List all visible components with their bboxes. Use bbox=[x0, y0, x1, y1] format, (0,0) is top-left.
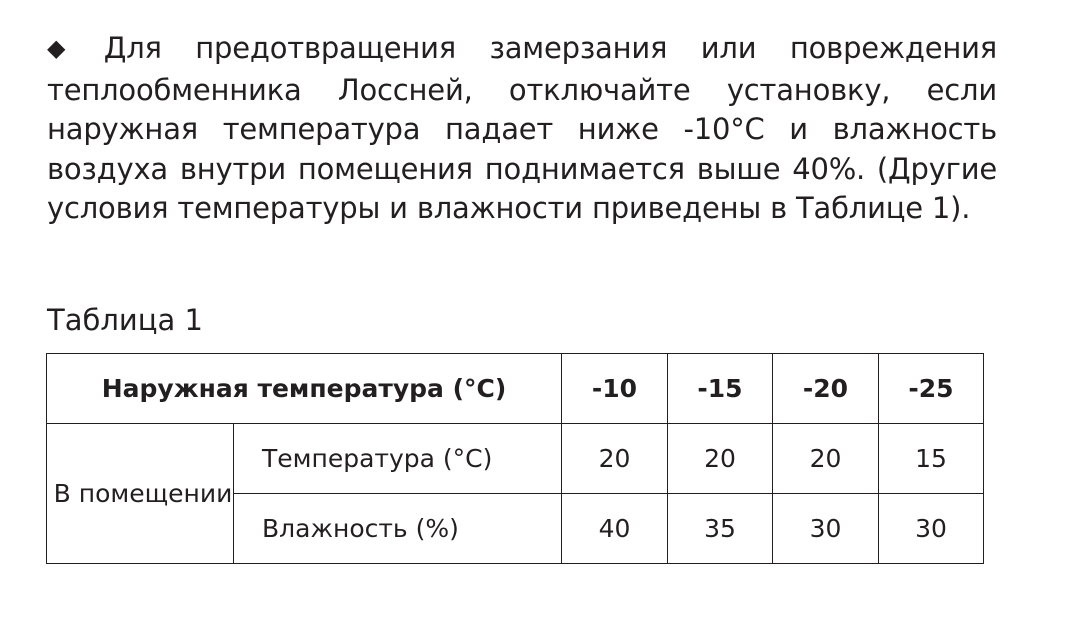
table-cell: 30 bbox=[773, 494, 879, 564]
table-cell: 20 bbox=[562, 424, 668, 494]
row-label-humidity: Влажность (%) bbox=[234, 494, 562, 564]
warning-text: Для предотвращения замерзания или повреждения теплообменника Лоссней, отключайте установку, если наружная температура падает ниже -10°C и влажность воздуха внутри помещения поднимается выше 40%. (Другие условия температуры и влажности приведены в Таблице 1). bbox=[47, 31, 997, 225]
table-caption: Таблица 1 bbox=[47, 303, 203, 337]
outdoor-temperature-header: Наружная температура (°C) bbox=[47, 354, 562, 424]
diamond-bullet-icon: ◆ bbox=[47, 34, 90, 62]
table-cell: 35 bbox=[668, 494, 773, 564]
table-header-row bbox=[47, 354, 984, 424]
table-cell: 15 bbox=[879, 424, 984, 494]
warning-paragraph bbox=[47, 29, 997, 229]
outdoor-temp-cell: -15 bbox=[668, 354, 773, 424]
table-row-temperature bbox=[47, 424, 984, 494]
outdoor-temp-cell: -25 bbox=[879, 354, 984, 424]
table-cell: 30 bbox=[879, 494, 984, 564]
outdoor-temp-cell: -10 bbox=[562, 354, 668, 424]
table-cell: 40 bbox=[562, 494, 668, 564]
table-cell: 20 bbox=[668, 424, 773, 494]
table-cell: 20 bbox=[773, 424, 879, 494]
outdoor-temp-cell: -20 bbox=[773, 354, 879, 424]
row-label-temperature: Температура (°C) bbox=[234, 424, 562, 494]
indoor-group-label: В помещении bbox=[47, 424, 234, 564]
conditions-table bbox=[46, 353, 984, 564]
